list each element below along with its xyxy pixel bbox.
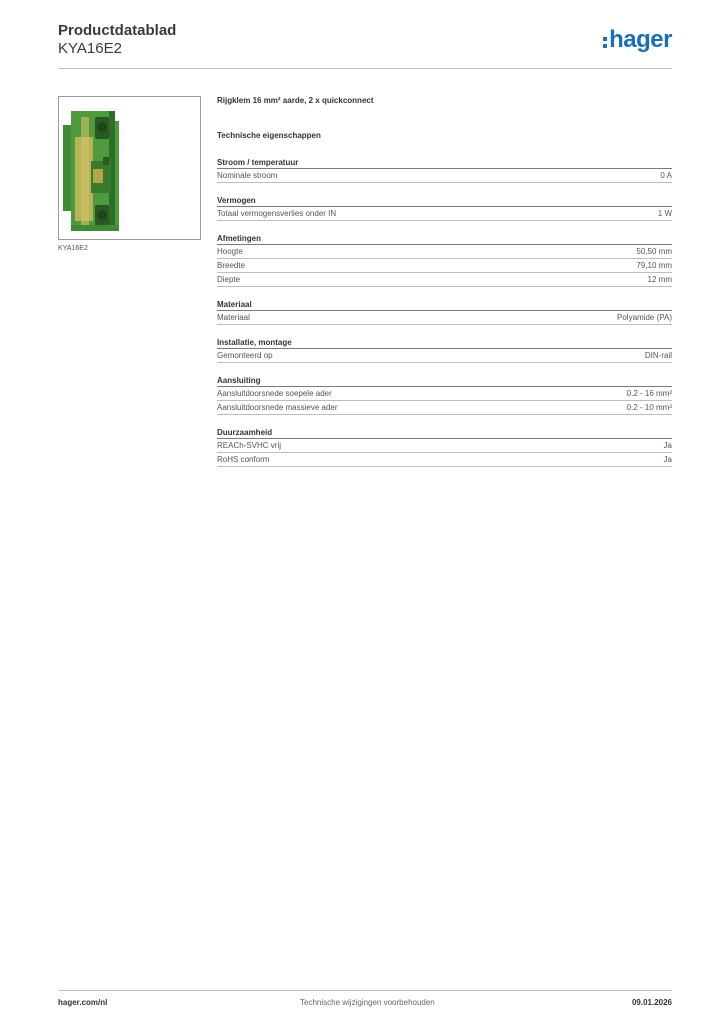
section-title: Installatie, montage [217, 337, 672, 349]
spec-value: 0.2 - 10 mm² [626, 403, 672, 412]
logo-text: hager [609, 26, 672, 53]
spec-label: Aansluitdoorsnede massieve ader [217, 403, 338, 412]
footer-website: hager.com/nl [58, 998, 108, 1007]
document-title: Productdatablad [58, 22, 177, 39]
spec-value: 0.2 - 16 mm² [626, 389, 672, 398]
product-description: Rijgklem 16 mm² aarde, 2 x quickconnect [217, 96, 374, 105]
spec-row [217, 169, 672, 183]
spec-row [217, 245, 672, 259]
spec-section [217, 427, 672, 467]
spec-label: REACh-SVHC vrij [217, 441, 282, 450]
spec-value: 1 W [657, 209, 672, 218]
product-image [58, 96, 201, 240]
product-code: KYA16E2 [58, 40, 122, 57]
spec-value: DIN-rail [644, 351, 672, 360]
spec-label: Nominale stroom [217, 171, 278, 180]
spec-section [217, 299, 672, 325]
spec-label: Aansluitdoorsnede soepele ader [217, 389, 332, 398]
spec-row [217, 439, 672, 453]
spec-label: Gemonteerd op [217, 351, 273, 360]
spec-section [217, 337, 672, 363]
spec-value: 50,50 mm [636, 247, 672, 256]
spec-value: Polyamide (PA) [617, 313, 672, 322]
spec-label: Totaal vermogensverlies onder IN [217, 209, 337, 218]
spec-section [217, 157, 672, 183]
spec-row [217, 311, 672, 325]
section-title: Materiaal [217, 299, 672, 311]
footer-date: 09.01.2026 [631, 998, 672, 1007]
hager-logo [603, 28, 672, 52]
spec-label: Breedte [217, 261, 246, 270]
spec-section [217, 195, 672, 221]
spec-row [217, 207, 672, 221]
page-header [58, 22, 672, 70]
spec-label: Hoogte [217, 247, 243, 256]
spec-value: 79,10 mm [636, 261, 672, 270]
spec-section [217, 233, 672, 287]
spec-row [217, 259, 672, 273]
spec-row [217, 453, 672, 467]
footer-divider [58, 990, 672, 991]
logo-dots-icon [603, 37, 607, 48]
section-title: Duurzaamheid [217, 427, 672, 439]
spec-label: Diepte [217, 275, 241, 284]
spec-value: Ja [663, 455, 672, 464]
section-title: Stroom / temperatuur [217, 157, 672, 169]
spec-row [217, 273, 672, 287]
spec-section [217, 375, 672, 415]
image-caption: KYA16E2 [58, 245, 88, 252]
spec-label: Materiaal [217, 313, 250, 322]
spec-label: RoHS conform [217, 455, 270, 464]
spec-value: 12 mm [647, 275, 672, 284]
footer-disclaimer: Technische wijzigingen voorbehouden [300, 998, 435, 1007]
spec-row [217, 349, 672, 363]
spec-row [217, 401, 672, 415]
spec-value: 0 A [660, 171, 672, 180]
section-title: Afmetingen [217, 233, 672, 245]
spec-row [217, 387, 672, 401]
header-divider [58, 68, 672, 69]
section-title: Vermogen [217, 195, 672, 207]
specs-content [217, 96, 672, 467]
terminal-block-icon [59, 97, 201, 240]
section-title: Aansluiting [217, 375, 672, 387]
spec-value: Ja [663, 441, 672, 450]
tech-properties-heading: Technische eigenschappen [217, 131, 321, 140]
